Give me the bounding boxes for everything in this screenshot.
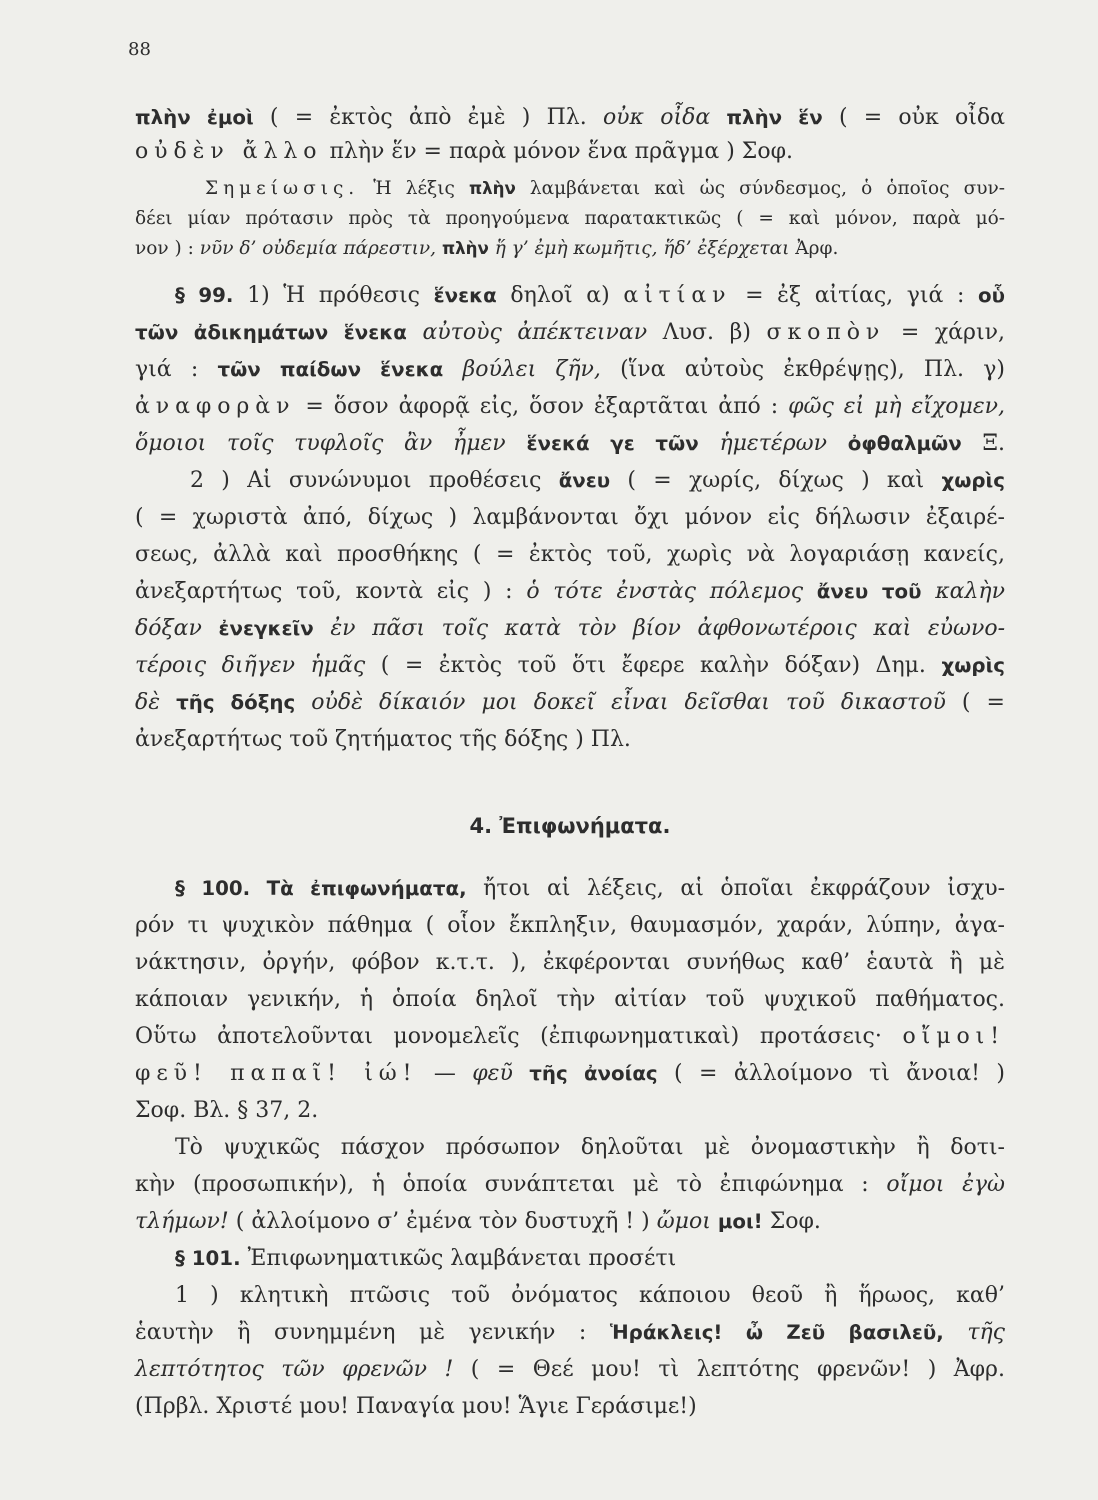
text-line	[135, 1055, 1005, 1092]
text-line	[135, 204, 1005, 234]
bold-term: μοι!	[717, 1210, 763, 1233]
text-line	[135, 499, 1005, 536]
bold-term: πλὴν ἕν	[726, 106, 823, 129]
plain-text: δέει μίαν πρότασιν πρὸς τὰ προηγούμενα παρατακτικῶς ( = καὶ μόνον, παρὰ μό-	[135, 208, 1005, 229]
plain-text: ἀνεξαρτήτως τοῦ ζητήματος τῆς δόξης ) Πλ.	[135, 727, 631, 752]
plain-text: ( ἀλλοίμονο σ’ ἐμένα τὸν δυστυχῆ ! )	[235, 1209, 650, 1234]
spaced-term: αἰτίαν	[623, 283, 732, 308]
plain-text: Σοφ.	[769, 1209, 821, 1234]
plain-text: 1 ) κλητικὴ πτῶσις τοῦ ὀνόματος κάποιου θεοῦ ἢ ἥρωος, καθ’	[175, 1283, 1005, 1308]
spaced-term: Σημείωσις.	[205, 178, 360, 199]
text-line	[135, 907, 1005, 944]
plain-text: ( = ἐκτὸς τοῦ ὅτι ἔφερε καλὴν δόξαν) Δημ.	[380, 653, 926, 678]
italic-quote: ἥ γ’ ἐμὴ κωμῆτις, ἥδ’ ἐξέρχεται	[494, 238, 790, 259]
plain-text: λαμβάνεται καὶ ὡς σύνδεσμος, ὁ ὁποῖος συν-	[529, 178, 1005, 199]
italic-quote: ἐν πᾶσι τοῖς κατὰ τὸν βίον ἀφθονωτέροις καὶ εὐωνο-	[330, 616, 1006, 641]
bold-term: ἄνευ τοῦ	[816, 580, 922, 603]
text-line	[135, 944, 1005, 981]
text-line	[135, 425, 1005, 462]
text-line	[135, 1240, 1005, 1277]
plain-text: Οὕτω ἀποτελοῦνται μονομελεῖς (ἐπιφωνηματικαὶ) προτάσεις·	[135, 1024, 882, 1049]
bold-term: ὀφθαλμῶν	[847, 432, 962, 455]
bold-term: ἄνευ	[558, 469, 611, 492]
bold-term: τῆς ἀνοίας	[529, 1062, 658, 1085]
italic-quote: οὐκ οἶδα	[602, 105, 711, 130]
text-line	[135, 1203, 1005, 1240]
text-line	[135, 647, 1005, 684]
plain-text: ( = χωριστὰ ἀπό, δίχως ) λαμβάνονται ὄχι μόνον εἰς δήλωσιν ἐξαιρέ-	[135, 505, 1005, 530]
plain-text: Ἡ λέξις	[373, 178, 455, 199]
italic-quote: φεῦ	[472, 1061, 513, 1086]
bold-term: τῶν ἀδικημάτων ἕνεκα	[135, 321, 407, 344]
text-line	[135, 1018, 1005, 1055]
text-line	[135, 1314, 1005, 1351]
plain-text: ἑαυτὴν ἢ συνημμένη μὲ γενικήν :	[135, 1320, 587, 1345]
text-line	[135, 610, 1005, 647]
text-line	[135, 1277, 1005, 1314]
plain-text: γιά :	[135, 357, 199, 382]
text-line	[135, 1351, 1005, 1388]
plain-text: πλὴν ἕν = παρὰ μόνον ἕνα πρᾶγμα ) Σοφ.	[329, 139, 793, 164]
section-99	[135, 277, 1005, 758]
plain-text: Ἐπιφωνηματικῶς λαμβάνεται προσέτι	[247, 1246, 677, 1271]
italic-quote: τέροις διῆγεν ἡμᾶς	[135, 653, 366, 678]
bold-term: ἐνεγκεῖν	[218, 617, 314, 640]
plain-text: 2 ) Αἱ συνώνυμοι προθέσεις	[190, 468, 542, 493]
plain-text: = ἐξ αἰτίας, γιά :	[745, 283, 965, 308]
bold-term: ἕνεκά γε τῶν	[526, 432, 699, 455]
italic-quote: ἡμετέρων	[719, 431, 827, 456]
plain-text: νον ) :	[135, 238, 194, 259]
plain-text: Σοφ. Βλ. § 37, 2.	[135, 1098, 319, 1123]
italic-quote: ὤμοι	[656, 1209, 711, 1234]
text-line	[135, 277, 1005, 314]
bold-term: Ἡράκλεις! ὦ Ζεῦ βασιλεῦ,	[609, 1321, 944, 1344]
bold-term: ἕνεκα	[433, 284, 497, 307]
bold-term: πλὴν	[441, 239, 489, 258]
plain-text: ἤτοι αἱ λέξεις, αἱ ὁποῖαι ἐκφράζουν ἰσχυ-	[483, 876, 1006, 901]
plain-text: (Πρβλ. Χριστέ μου! Παναγία μου! Ἅγιε Γεράσιμε!)	[135, 1394, 697, 1419]
section-101	[135, 1240, 1005, 1425]
italic-quote: ὁ τότε ἐνστὰς πόλεμος	[526, 579, 804, 604]
plain-text: ρόν τι ψυχικὸν πάθημα ( οἷον ἔκπληξιν, θαυμασμόν, χαράν, λύπην, ἀγα-	[135, 913, 1005, 938]
text-line	[135, 1092, 1005, 1129]
italic-quote: νῦν δ’ οὐδεμία πάρεστιν,	[199, 238, 437, 259]
text-line	[135, 388, 1005, 425]
plain-text: ( = Θεέ μου! τὶ λεπτότης φρενῶν! ) Ἀφρ.	[470, 1357, 1005, 1382]
italic-quote: τλήμων!	[135, 1209, 229, 1234]
text-line	[135, 351, 1005, 388]
plain-text: Ξ.	[982, 431, 1005, 456]
italic-quote: οὐδὲ δίκαιόν μοι δοκεῖ εἶναι δεῖσθαι τοῦ δικαστοῦ	[311, 690, 946, 715]
plain-text: (ἵνα αὐτοὺς ἐκθρέψῃς), Πλ. γ)	[620, 357, 1005, 382]
plain-text: κὴν (προσωπικήν), ἡ ὁποία συνάπτεται μὲ τὸ ἐπιφώνημα :	[135, 1172, 869, 1197]
bold-term: οὗ	[978, 284, 1005, 307]
plain-text: ( = ἐκτὸς ἀπὸ ἐμὲ ) Πλ.	[269, 105, 587, 130]
plain-text: ( = οὐκ οἶδα	[838, 105, 1005, 130]
text-line	[135, 1166, 1005, 1203]
italic-quote: δόξαν	[135, 616, 202, 641]
plain-text: Τὸ ψυχικῶς πάσχον πρόσωπον δηλοῦται μὲ ὀνομαστικὴν ἢ δοτι-	[175, 1135, 1005, 1160]
spaced-term: φεῦ! παπαῖ! ἰώ!	[135, 1061, 418, 1086]
bold-term: τῶν παίδων ἕνεκα	[217, 358, 444, 381]
spaced-term: ἀναφορὰν	[135, 394, 296, 419]
text-line	[135, 573, 1005, 610]
plain-text: κάποιαν γενικήν, ἡ ὁποία δηλοῖ τὴν αἰτίαν τοῦ ψυχικοῦ παθήματος.	[135, 987, 1005, 1012]
plain-text: = ὅσον ἀφορᾷ εἰς, ὅσον ἐξαρτᾶται ἀπό :	[305, 394, 779, 419]
italic-quote: αὐτοὺς ἀπέκτειναν	[422, 320, 648, 345]
italic-quote: οἴμοι ἐγὼ	[886, 1172, 1005, 1197]
text-line	[135, 462, 1005, 499]
bold-term: πλὴν ἐμοὶ	[135, 106, 254, 129]
spaced-term: οἴμοι!	[902, 1024, 1005, 1049]
text-line	[135, 314, 1005, 351]
text-line	[135, 721, 1005, 758]
plain-text: νάκτησιν, ὀργήν, φόβον κ.τ.τ. ), ἐκφέρονται συνήθως καθ’ ἑαυτὰ ἢ μὲ	[135, 950, 1005, 975]
italic-quote: βούλει ζῆν,	[462, 357, 601, 382]
text-line	[135, 1388, 1005, 1425]
text-line	[135, 174, 1005, 204]
text-line	[135, 536, 1005, 573]
page-number: 88	[128, 39, 151, 60]
italic-quote: δὲ	[135, 690, 161, 715]
italic-quote: φῶς εἰ μὴ εἴχομεν,	[788, 394, 1006, 419]
italic-quote: τῆς	[967, 1320, 1006, 1345]
plain-text: ( = χωρίς, δίχως ) καὶ	[627, 468, 925, 493]
text-line	[135, 234, 1005, 264]
italic-quote: καλὴν	[935, 579, 1005, 604]
plain-text: Λυσ. β)	[662, 320, 751, 345]
bold-term: χωρὶς	[941, 654, 1005, 677]
intro-passage	[135, 101, 1005, 169]
plain-text: ( =	[961, 690, 1005, 715]
section-number: § 101.	[175, 1247, 241, 1270]
bold-term: πλὴν	[468, 179, 516, 198]
section-100	[135, 870, 1005, 1240]
plain-text: σεως, ἀλλὰ καὶ προσθήκης ( = ἐκτὸς τοῦ, χωρὶς νὰ λογαριάσῃ κανείς,	[135, 542, 1005, 567]
plain-text: ἀνεξαρτήτως τοῦ, κοντὰ εἰς ) :	[135, 579, 513, 604]
text-line	[135, 101, 1005, 135]
spaced-term: οὐδὲν ἄλλο	[135, 139, 323, 164]
plain-text: —	[433, 1061, 456, 1086]
chapter-heading: 4. Ἐπιφωνήματα.	[469, 814, 671, 838]
text-line	[135, 1129, 1005, 1166]
text-line	[135, 870, 1005, 907]
plain-text: Ἀρφ.	[795, 238, 839, 259]
bold-term: τῆς δόξης	[176, 691, 296, 714]
text-line	[135, 981, 1005, 1018]
italic-quote: ὅμοιοι τοῖς τυφλοῖς ἂν ἦμεν	[135, 431, 506, 456]
plain-text: δηλοῖ α)	[510, 283, 610, 308]
text-line	[135, 135, 1005, 169]
italic-quote: λεπτότητος τῶν φρενῶν !	[135, 1357, 454, 1382]
plain-text: ( = ἀλλοίμονο τὶ ἄνοια! )	[674, 1061, 1006, 1086]
spaced-term: σκοπὸν	[766, 320, 886, 345]
section-number: § 99.	[175, 284, 234, 307]
note-remark	[135, 174, 1005, 264]
plain-text: = χάριν,	[900, 320, 1005, 345]
bold-term: § 100. Τὰ ἐπιφωνήματα,	[175, 877, 467, 900]
text-line	[135, 684, 1005, 721]
plain-text: 1) Ἡ πρόθεσις	[247, 283, 420, 308]
bold-term: χωρὶς	[941, 469, 1005, 492]
